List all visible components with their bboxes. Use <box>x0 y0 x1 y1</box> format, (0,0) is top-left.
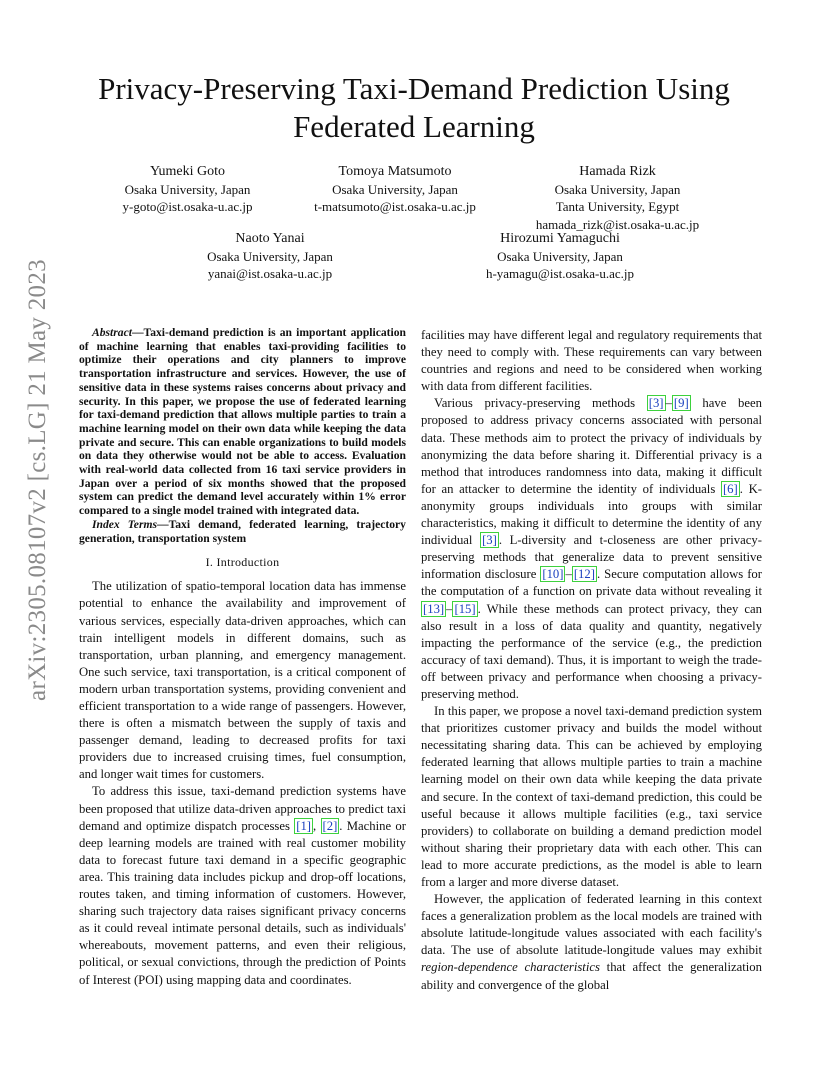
paper-title: Privacy-Preserving Taxi-Demand Prediction Using Federated Learning <box>98 71 730 144</box>
citation-link[interactable]: [3] <box>648 396 664 411</box>
paragraph: facilities may have different legal and regulatory requirements that they need to comply with. These requirements can vary between countries and regions and need to be considered when working with data from different facilities. <box>421 328 762 394</box>
paragraph: However, the application of federated learning in this context faces a generalization problem as the local models are trained with absolute latitude-longitude values associated with each facility's data. The use of absolute latitude-longitude values may exhibit region-dependence characteristics that affect the generalization ability and convergence of the global <box>421 892 762 992</box>
citation-link[interactable]: [15] <box>454 601 476 616</box>
author-4: Naoto Yanai Osaka University, Japan yanai@ist.osaka-u.ac.jp <box>207 231 333 281</box>
citation-link[interactable]: [13] <box>423 601 445 616</box>
arxiv-identifier: arXiv:2305.08107v2 [cs.LG] 21 May 2023 <box>24 259 51 701</box>
right-column <box>421 327 762 994</box>
paragraph: In this paper, we propose a novel taxi-demand prediction system that prioritizes customer privacy and builds the model without necessitating sharing data. This can be achieved by employing federated learning that allows multiple parties to train a machine learning model on their own data while keeping the data private and secure. In the context of taxi-demand prediction, this could be useful because it allows multiple facilities (e.g., taxi service providers) to collaborate on building a demand prediction model without sharing their proprietary data with each other. This can lead to more accurate predictions, as the model is able to learn from a larger and more diverse dataset. <box>421 704 762 889</box>
citation-link[interactable]: [10] <box>542 567 564 582</box>
left-column <box>79 326 406 989</box>
author-3: Hamada Rizk Osaka University, Japan Tanta University, Egypt hamada_rizk@ist.osaka-u.ac.jp <box>535 164 700 232</box>
paragraph: Various privacy-preserving methods [3] – [9] have been proposed to address privacy concerns associated with personal data. These methods aim to protect the privacy of individuals by anonymizing the data before sharing it. Differential privacy is a method that introduces randomness into data, making it difficult for an attacker to determine the identity of individuals [6] . K-anonymity groups individuals into groups with similar characteristics, making it difficult to determine the identity of any individual [3] . L-diversity and t-closeness are other privacy-preserving methods that generalize data to prevent sensitive information disclosure [10] – [12] . Secure computation allows for the computation of a function on private data without revealing it [13] – [15] . While these methods can protect privacy, they can also result in a loss of data quality and quantity, negatively impacting the performance of the service (e.g., the prediction accuracy of taxi demand). Thus, it is important to weigh the trade-off between privacy and performance when choosing a privacy-preserving method. <box>421 396 763 701</box>
citation-link[interactable]: [9] <box>673 396 689 411</box>
author-5: Hirozumi Yamaguchi Osaka University, Japan h-yamagu@ist.osaka-u.ac.jp <box>485 231 635 281</box>
author-1: Yumeki Goto Osaka University, Japan y-goto@ist.osaka-u.ac.jp <box>122 164 253 214</box>
citation-link[interactable]: [1] <box>296 818 312 833</box>
section-heading-introduction: I. Introduction <box>205 555 280 570</box>
citation-link[interactable]: [3] <box>482 533 497 548</box>
citation-link[interactable]: [12] <box>573 567 595 582</box>
paragraph: To address this issue, taxi-demand prediction systems have been proposed that utilize data-driven approaches to predict taxi demand and optimize dispatch processes [1] , [2] . Machine or deep learning models are trained with real customer mobility data to forecast future taxi demand in a specific geographic area. This training data includes pickup and drop-off locations, routes taken, and timing information of customers. However, sharing such trajectory data raises significant privacy concerns as it could reveal intimate personal details, such as individuals' whereabouts, movement patterns, and even their religious, political, or sexual convictions, through the prediction of Points of Interest (POI) using mapping data and coordinates. <box>79 784 407 987</box>
citation-link[interactable]: [2] <box>322 818 338 833</box>
paragraph: The utilization of spatio-temporal location data has immense potential to enhance the availability and improvement of various services, especially data-driven approaches, which can train intelligent models in different domains, such as transportation, urban planning, and emergency management. One such service, taxi transportation, is a critical component of modern urban transportation systems, providing convenient and efficient transportation to a wide range of passengers. However, there is often a mismatch between the supply of taxis and passenger demand, leading to decreased profits for taxi providers due to increased cruising times, fuel consumption, and longer wait times for customers. <box>79 579 406 782</box>
index-terms: Index Terms—Taxi demand, federated learning, trajectory generation, transportation system <box>79 517 406 545</box>
citation-link[interactable]: [6] <box>722 481 738 496</box>
author-2: Tomoya Matsumoto Osaka University, Japan t-matsumoto@ist.osaka-u.ac.jp <box>314 164 476 214</box>
abstract: Abstract—Taxi-demand prediction is an important application of machine learning that enables taxi-providing facilities to optimize their operations and city planners to improve transportation infrastructure and services. However, the use of sensitive data in these systems raises concerns about privacy and security. In this paper, we propose the use of federated learning for taxi-demand prediction that allows multiple parties to train a machine learning model on their own data while keeping the data private and secure. This can enable organizations to build models on data they otherwise would not be able to access. Evaluation with real-world data collected from 16 taxi service providers in Japan over a period of six months showed that the proposed system can predict the demand level accurately within 1% error compared to a single model trained with integrated data. <box>79 326 406 518</box>
